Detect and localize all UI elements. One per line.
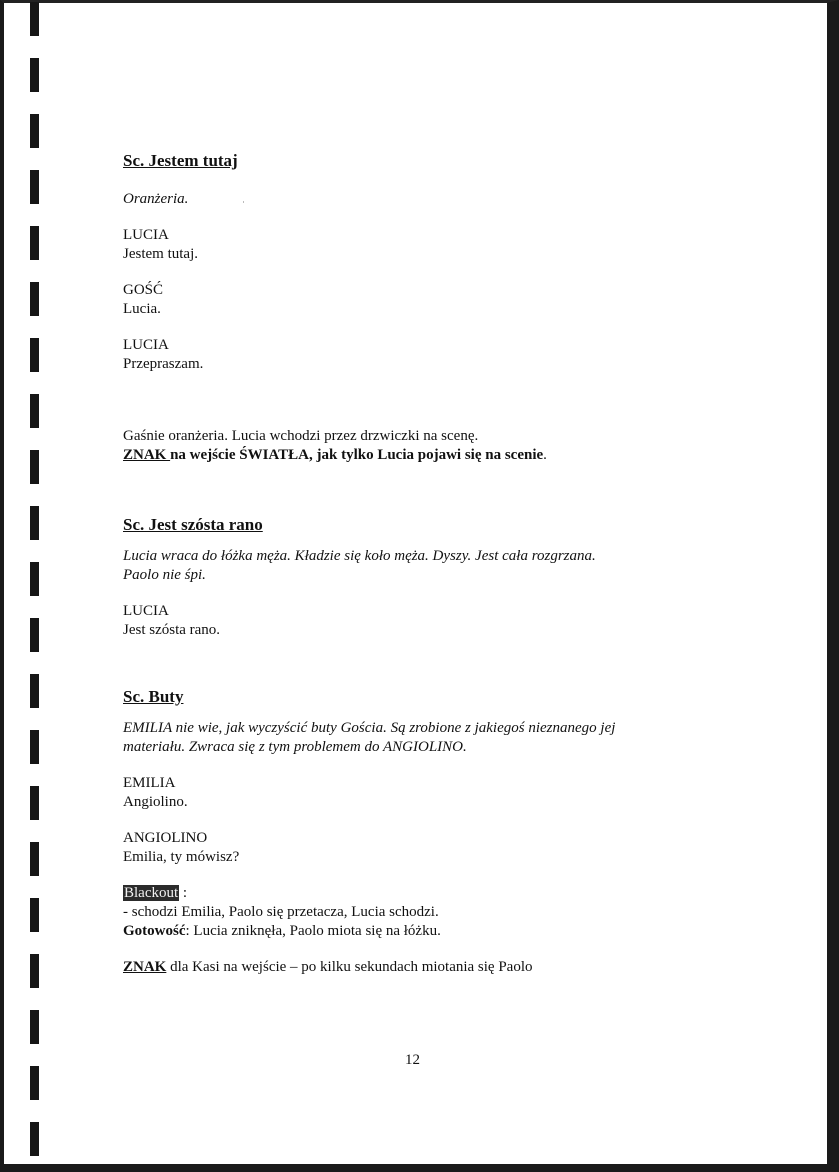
dialogue-line: Emilia, ty mówisz? [123,849,240,865]
stage-direction: materiału. Zwraca się z tym problemem do ANGIOLINO. [123,739,467,755]
dialogue-block [123,829,723,867]
speaker-name: LUCIA [123,337,169,353]
binding-hole [30,562,39,596]
binding-hole [30,170,39,204]
binding-hole [30,506,39,540]
cue-text: na wejście ŚWIATŁA, jak tylko Lucia pojawi się na scenie [170,447,544,463]
stage-direction: Lucia wraca do łóżka męża. Kładzie się koło męża. Dyszy. Jest cała rozgrzana. [123,548,596,564]
cue-line [123,958,723,977]
cue-text: dla Kasi na wejście – po kilku sekundach miotania się Paolo [166,959,533,975]
dialogue-block [123,226,723,264]
binding-hole [30,58,39,92]
stage-direction: Paolo nie śpi. [123,567,206,583]
dialogue-line: Przepraszam. [123,356,204,372]
binding-hole [30,730,39,764]
scene-title-buty: Sc. Buty [123,687,184,706]
binding-hole [30,394,39,428]
ready-line [123,922,723,941]
scene-title-jestem-tutaj: Sc. Jestem tutaj [123,151,238,170]
binding-hole [30,1066,39,1100]
binding-hole [30,898,39,932]
scene-title-jest-szosta-rano: Sc. Jest szósta rano [123,515,263,534]
ready-label: Gotowość [123,923,186,939]
dialogue-block [123,336,723,374]
ready-text: : Lucia zniknęła, Paolo miota się na łóżku. [185,923,441,939]
cue-end: . [543,447,547,463]
binding-holes [30,0,42,1172]
dialogue-line: Jestem tutaj. [123,246,198,262]
binding-hole [30,786,39,820]
speaker-name: LUCIA [123,603,169,619]
blackout-note: - schodzi Emilia, Paolo się przetacza, Lucia schodzi. [123,904,439,920]
binding-hole [30,338,39,372]
binding-hole [30,954,39,988]
dialogue-block [123,281,723,319]
speaker-name: ANGIOLINO [123,830,208,846]
speaker-name: GOŚĆ [123,282,164,298]
binding-hole [30,226,39,260]
binding-hole [30,618,39,652]
stage-direction: Oranżeria. [123,191,189,207]
cue-label: ZNAK [123,447,171,463]
script-page [123,150,723,977]
binding-hole [30,1122,39,1156]
binding-hole [30,1010,39,1044]
dialogue-block [123,774,723,812]
binding-hole [30,282,39,316]
page-number: 12 [405,1052,420,1068]
blackout-colon: : [179,885,188,901]
dialogue-line: Angiolino. [123,794,188,810]
cue-line [123,446,723,465]
stage-direction: EMILIA nie wie, jak wyczyścić buty Gościa. Są zrobione z jakiegoś nieznanego jej [123,720,616,736]
dialogue-block [123,602,723,640]
dialogue-line: Lucia. [123,301,161,317]
dialogue-line: Jest szósta rano. [123,622,221,638]
binding-hole [30,2,39,36]
binding-hole [30,674,39,708]
binding-hole [30,842,39,876]
technical-note: Gaśnie oranżeria. Lucia wchodzi przez drzwiczki na scenę. [123,428,479,444]
speaker-name: LUCIA [123,227,169,243]
binding-hole [30,450,39,484]
cue-label: ZNAK [123,959,167,975]
speaker-name: EMILIA [123,775,176,791]
binding-hole [30,114,39,148]
blackout-line [123,884,723,903]
blackout-label: Blackout [124,885,179,901]
